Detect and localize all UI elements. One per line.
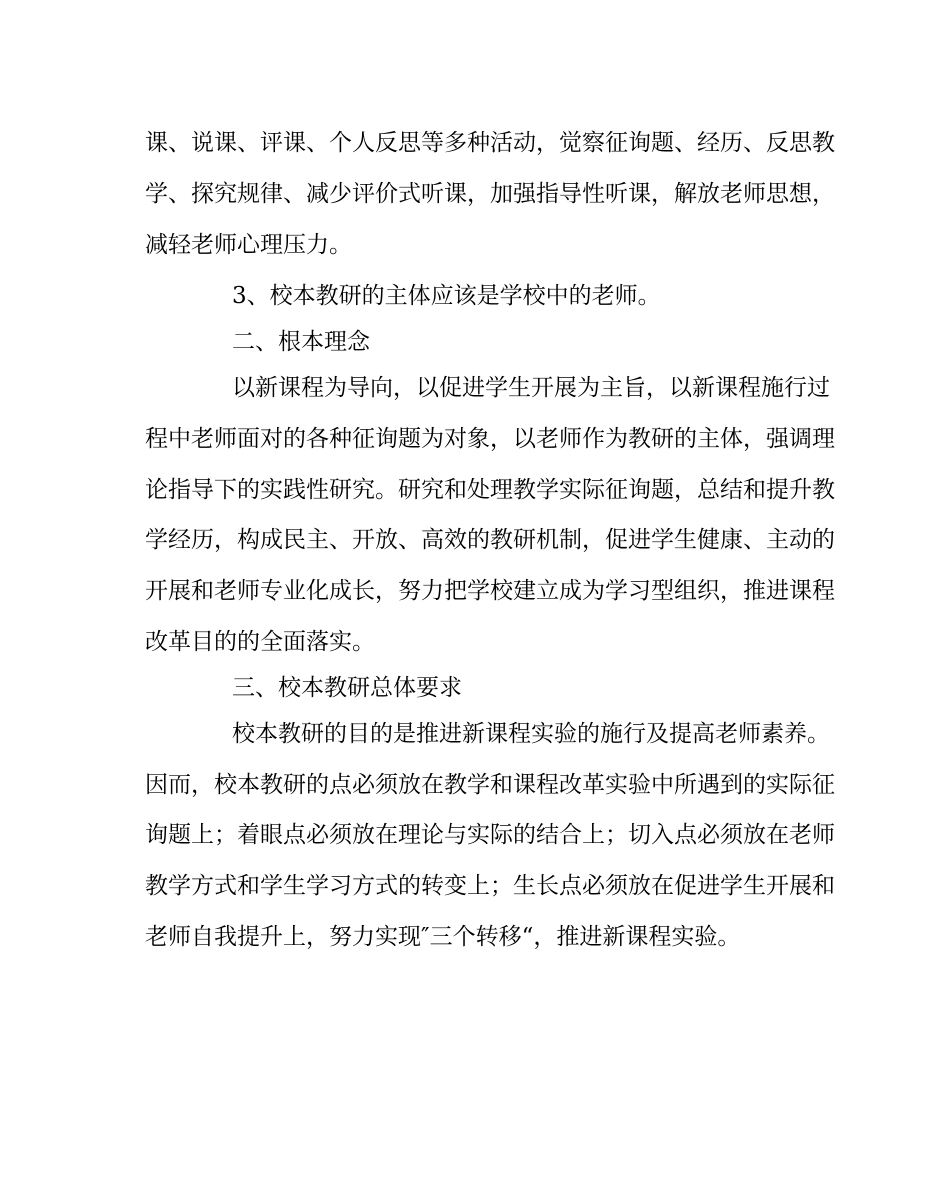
text-line: 课、说课、评课、个人反思等多种活动，觉察征询题、经历、反思教	[145, 130, 835, 156]
text-line: 论指导下的实践性研究。研究和处理教学实际征询题，总结和提升教	[145, 477, 835, 503]
text-line: 3、校本教研的主体应该是学校中的老师。	[232, 283, 661, 309]
text-line: 学、探究规律、减少评价式听课，加强指导性听课，解放老师思想，	[145, 181, 835, 207]
text-line: 校本教研的目的是推进新课程实验的施行及提高老师素养。	[232, 721, 830, 747]
text-line: 减轻老师心理压力。	[145, 232, 352, 258]
text-line: 教学方式和学生学习方式的转变上；生长点必须放在促进学生开展和	[145, 873, 835, 899]
text-line: 改革目的的全面落实。	[145, 629, 375, 655]
section-heading: 三、校本教研总体要求	[232, 675, 462, 701]
text-line: 以新课程为导向，以促进学生开展为主旨，以新课程施行过	[232, 375, 830, 401]
text-line: 学经历，构成民主、开放、高效的教研机制，促进学生健康、主动的	[145, 527, 835, 553]
text-line: 程中老师面对的各种征询题为对象，以老师作为教研的主体，强调理	[145, 426, 835, 452]
text-line: 开展和老师专业化成长，努力把学校建立成为学习型组织，推进课程	[145, 578, 835, 604]
text-line: 因而，校本教研的点必须放在教学和课程改革实验中所遇到的实际征	[145, 772, 835, 798]
text-line: 老师自我提升上，努力实现″三个转移“，推进新课程实验。	[145, 924, 741, 950]
text-line: 询题上；着眼点必须放在理论与实际的结合上；切入点必须放在老师	[145, 822, 835, 848]
section-heading: 二、根本理念	[232, 329, 370, 355]
